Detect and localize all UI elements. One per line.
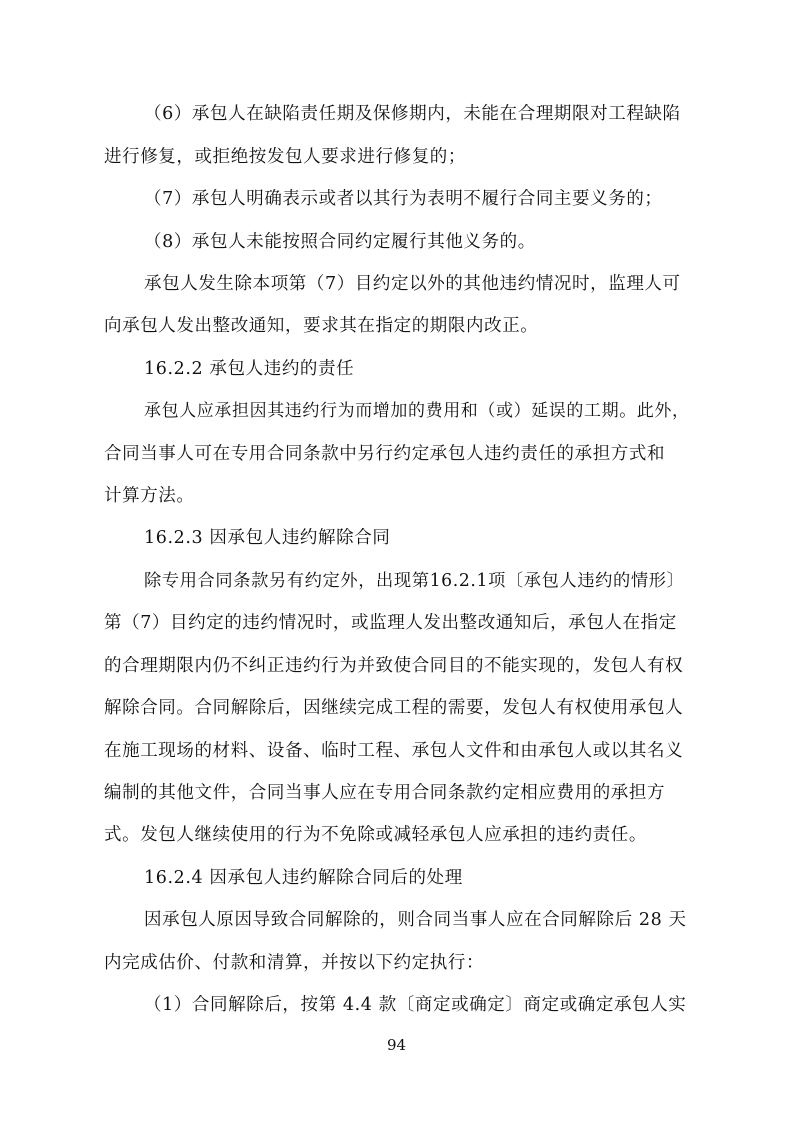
text-line: 承包人应承担因其违约行为而增加的费用和（或）延误的工期。此外， — [144, 401, 690, 421]
text-line: 承包人发生除本项第（7）目约定以外的其他违约情况时，监理人可 — [144, 274, 681, 294]
text-line: 式。发包人继续使用的行为不免除或减轻承包人应承担的违约责任。 — [104, 825, 647, 845]
text-line: （7）承包人明确表示或者以其行为表明不履行合同主要义务的； — [144, 189, 663, 209]
text-line: 因承包人原因导致合同解除的，则合同当事人应在合同解除后 28 天 — [144, 910, 687, 930]
text-line: 进行修复，或拒绝按发包人要求进行修复的； — [104, 147, 466, 167]
section-heading: 16.2.2 承包人违约的责任 — [144, 359, 355, 379]
text-line: 合同当事人可在专用合同条款中另行约定承包人违约责任的承担方式和 — [104, 444, 666, 464]
page-number: 94 — [386, 1036, 407, 1054]
text-line: 除专用合同条款另有约定外，出现第16.2.1项〔承包人违约的情形〕 — [144, 571, 685, 591]
text-line: 解除合同。合同解除后，因继续完成工程的需要，发包人有权使用承包人 — [104, 698, 684, 718]
text-line: 计算方法。 — [104, 486, 195, 506]
section-heading: 16.2.4 因承包人违约解除合同后的处理 — [144, 868, 463, 888]
text-line: 内完成估价、付款和清算，并按以下约定执行： — [104, 953, 485, 973]
text-line: （8）承包人未能按照合同约定履行其他义务的。 — [144, 232, 536, 252]
section-heading: 16.2.3 因承包人违约解除合同 — [144, 528, 391, 548]
text-line: 向承包人发出整改通知，要求其在指定的期限内改正。 — [104, 316, 539, 336]
text-line: （6）承包人在缺陷责任期及保修期内，未能在合理期限对工程缺陷 — [144, 104, 681, 124]
text-line: （1）合同解除后，按第 4.4 款〔商定或确定〕商定或确定承包人实 — [144, 995, 687, 1015]
text-line: 编制的其他文件，合同当事人应在专用合同条款约定相应费用的承担方 — [104, 783, 666, 803]
text-line: 在施工现场的材料、设备、临时工程、承包人文件和由承包人或以其名义 — [104, 741, 684, 761]
text-line: 的合理期限内仍不纠正违约行为并致使合同目的不能实现的，发包人有权 — [104, 656, 684, 676]
text-line: 第（7）目约定的违约情况时，或监理人发出整改通知后，承包人在指定 — [104, 613, 677, 633]
